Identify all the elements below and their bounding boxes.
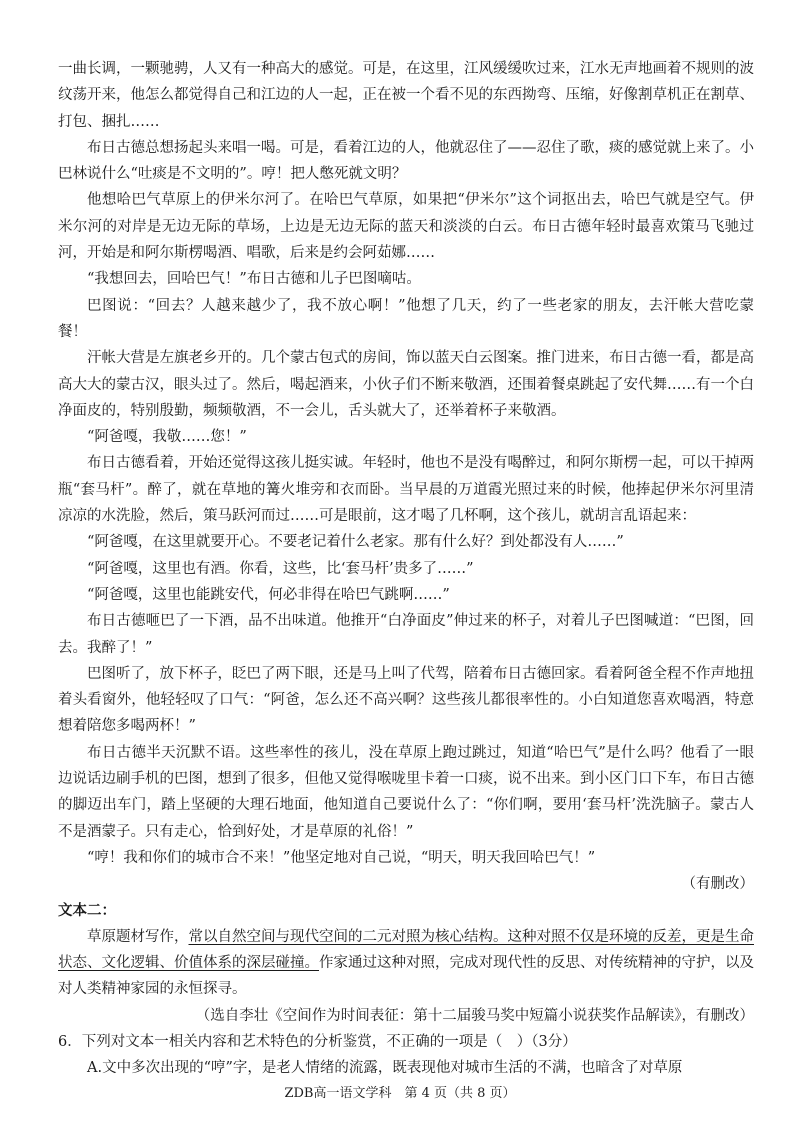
text-one-paragraph: “哼！我和你们的城市合不来！”他坚定地对自己说，“明天，明天我回哈巴气！” bbox=[87, 849, 596, 866]
text-one-paragraph: 巴图说：“回去？人越来越少了，我不放心啊！”他想了几天，约了一些老家的朋友，去汗帐大营吃蒙餐！ bbox=[58, 297, 754, 340]
text-one-paragraph: 布日古德看着，开始还觉得这孩儿挺实诚。年轻时，他也不是没有喝醉过，和阿尔斯楞一起，可以干掉两瓶“套马杆”。醉了，就在草地的篝火堆旁和衣而卧。当早晨的万道霞光照过来的时候，他捧起伊米尔河里清凉凉的水洗脸，然后，策马跃河而过……可是眼前，这才喝了几杯啊，这个孩儿，就胡言乱语起来： bbox=[58, 455, 754, 525]
text-one-paragraph: “阿爸嘎，在这里就要开心。不要老记着什么老家。那有什么好？到处都没有人……” bbox=[87, 534, 624, 551]
text-two-paragraph bbox=[58, 924, 754, 1003]
reading-passage bbox=[58, 56, 754, 1082]
text-two-heading: 文本二： bbox=[58, 902, 116, 919]
page-footer: ZDB高一语文学科 第 4 页（共 8 页） bbox=[284, 1086, 516, 1101]
text-one-paragraph: 巴图听了，放下杯子，眨巴了两下眼，还是马上叫了代驾，陪着布日古德回家。看着阿爸全程不作声地扭着头看窗外，他轻轻叹了口气：“阿爸，怎么还不高兴啊？这些孩儿都很率性的。小白知道您喜欢喝酒，特意想着陪您多喝两杯！” bbox=[58, 665, 754, 735]
text-two-source: （选自李壮《空间作为时间表征：第十二届骏马奖中短篇小说获奖作品解读》，有删改） bbox=[195, 1007, 754, 1024]
text-one-paragraph: 汗帐大营是左旗老乡开的。几个蒙古包式的房间，饰以蓝天白云图案。推门进来，布日古德一看，都是高高大大的蒙古汉，眼头过了。然后，喝起酒来，小伙子们不断来敬酒，还围着餐桌跳起了安代舞……有一个白净面皮的，特别殷勤，频频敬酒，不一会儿，舌头就大了，还举着杯子来敬酒。 bbox=[58, 350, 754, 419]
text-one-paragraph: 布日古德总想扬起头来唱一喝。可是，看着江边的人，他就忍住了——忍住了歌，痰的感觉就上来了。小巴林说什么“吐痰是不文明的”。哼！把人憋死就文明？ bbox=[58, 139, 754, 183]
text-one-paragraph: 一曲长调，一颗驰骋，人又有一种高大的感觉。可是，在这里，江风缓缓吹过来，江水无声地画着不规则的波纹荡开来，他怎么都觉得自己和江边的人一起，正在被一个看不见的东西拗弯、压缩，好像割草机正在割草、打包、捆扎…… bbox=[58, 61, 754, 130]
text-two-part: 草原题材写作， bbox=[87, 928, 189, 945]
text-one-body bbox=[58, 56, 754, 871]
text-one-paragraph: “我想回去，回哈巴气！”布日古德和儿子巴图嘀咕。 bbox=[87, 271, 421, 288]
text-one-paragraph: 他想哈巴气草原上的伊米尔河了。在哈巴气草原，如果把“伊米尔”这个词抠出去，哈巴气就是空气。伊米尔河的对岸是无边无际的草场，上边是无边无际的蓝天和淡淡的白云。布日古德年轻时最喜欢策马飞驰过河，开始是和阿尔斯楞喝酒、唱歌，后来是约会阿茹娜…… bbox=[58, 192, 754, 262]
text-one-paragraph: 布日古德半天沉默不语。这些率性的孩儿，没在草原上跑过跳过，知道“哈巴气”是什么吗？他看了一眼边说话边刷手机的巴图，想到了很多，但他又觉得喉咙里卡着一口痰，说不出来。到小区门口下车，布日古德的脚迈出车门，踏上坚硬的大理石地面，他知道自己要说什么了：“你们啊，要用‘套马杆’洗洗脑子。蒙古人不是酒蒙子。只有走心，恰到好处，才是草原的礼俗！” bbox=[58, 744, 754, 840]
text-one-paragraph: “阿爸嘎，这里也能跳安代，何必非得在哈巴气跳啊……” bbox=[87, 586, 450, 603]
text-one-paragraph: 布日古德咂巴了一下酒，品不出味道。他推开“白净面皮”伸过来的杯子，对着儿子巴图喊道：“巴图，回去。我醉了！” bbox=[58, 613, 754, 656]
text-two-underlined-part: 常以自然空间与现代空间的二元对照为核心结构。这种对照不仅是环境的反差，更是生命状态、文化逻辑、价值体系的深层碰撞。 bbox=[58, 928, 754, 972]
text-one-paragraph: “阿爸嘎，我敬……您！” bbox=[87, 429, 247, 446]
question-6-option-a: A.文中多次出现的“哼”字，是老人情绪的流露，既表现他对城市生活的不满，也暗含了对草原 bbox=[87, 1060, 683, 1077]
text-two-part: 作家通过这种对照，完成对现代性的反思、对传统精神的守护，以及对人类精神家园的永恒探寻。 bbox=[58, 955, 754, 998]
question-6: 6．下列对文本一相关内容和艺术特色的分析鉴赏，不正确的一项是（ ）（3分） bbox=[58, 1033, 577, 1050]
text-one-edit-note: （有删改） bbox=[681, 876, 754, 893]
text-one-paragraph: “阿爸嘎，这里也有酒。你看，这些，比‘套马杆’贵多了……” bbox=[87, 560, 474, 577]
